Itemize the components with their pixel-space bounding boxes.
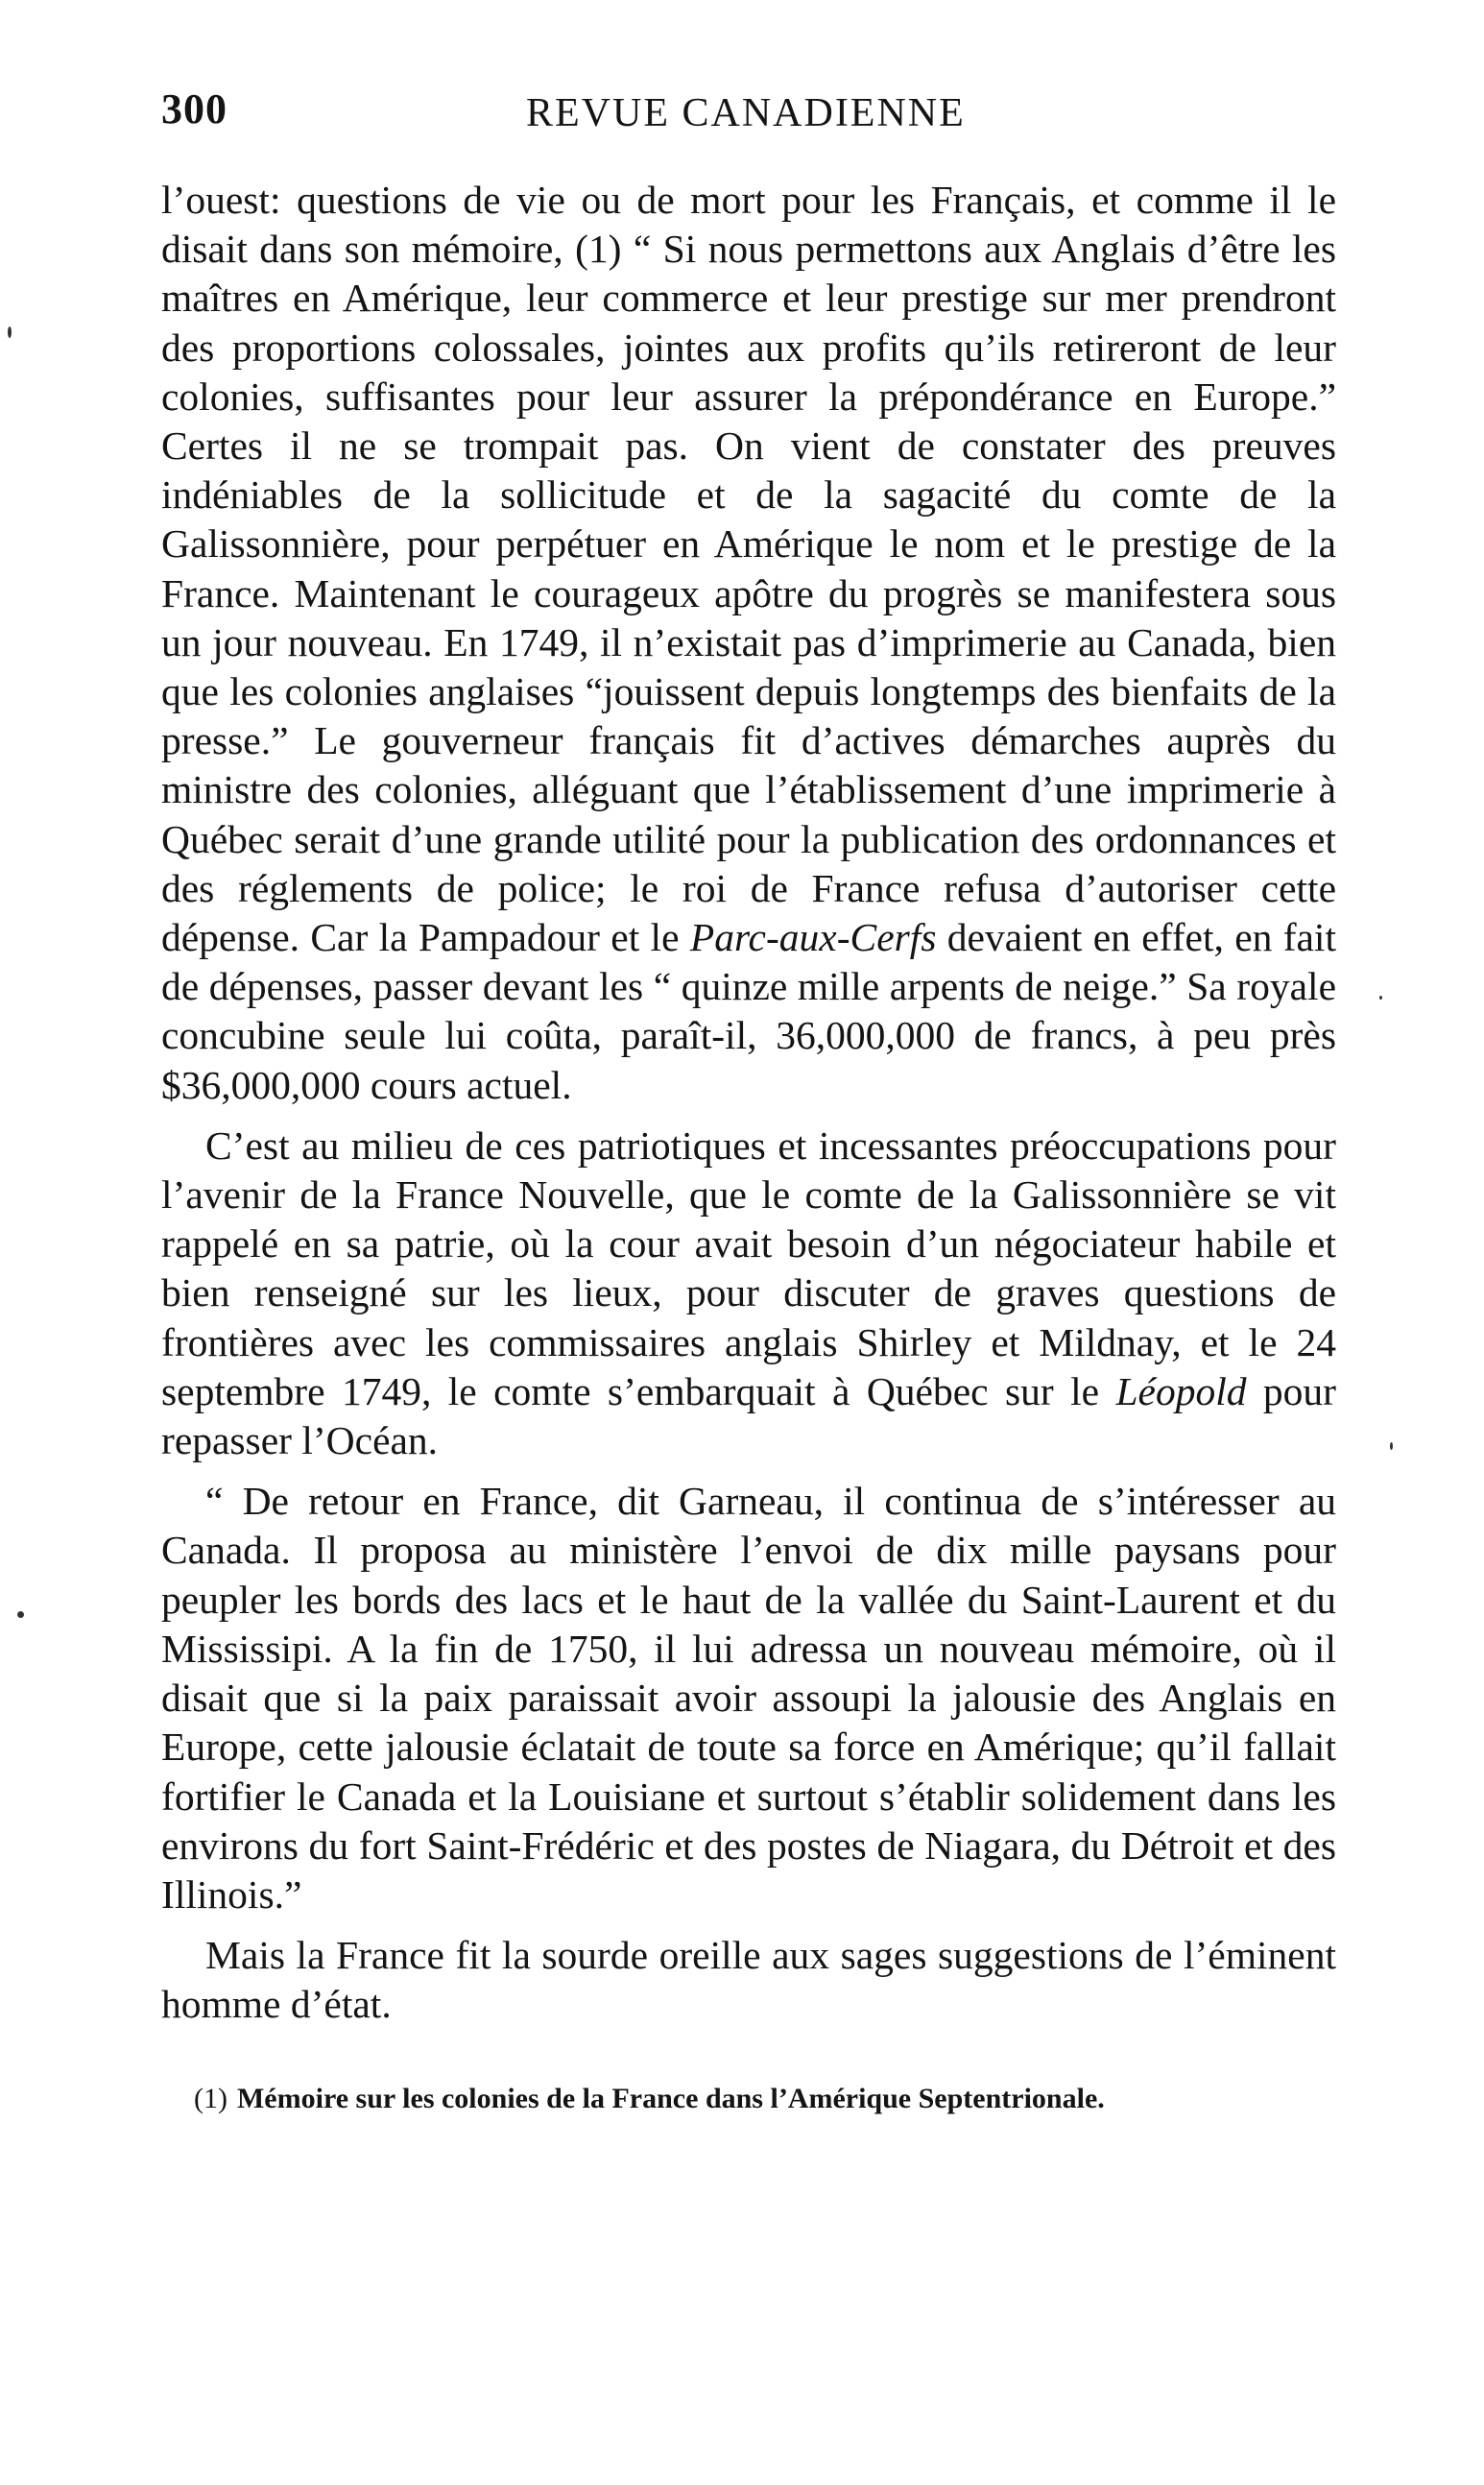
paragraph-2-text-b: pour repasser l’Océan. [161,1368,1336,1463]
paragraph-2-italic: Léopold [1115,1368,1247,1413]
footnote [194,2080,1336,2118]
footnote-text: Mémoire sur les colonies de la France dans l’Amérique Septentrionale. [236,2083,1105,2114]
body-text [161,176,1336,2030]
paragraph-1 [161,176,1336,1110]
paragraph-4: Mais la France fit la sourde oreille aux sages suggestions de l’éminent homme d’état. [161,1933,1336,2027]
paragraph-1-text-b: devaient en effet, en fait de dépenses, passer devant les “ quinze mille arpents de neige.” Sa royale concubine seule lui coûta, paraît-il, 36,000,000 de francs, à peu près $36,000,000 cours actuel. [161,915,1336,1107]
scan-speck [17,1611,24,1618]
paragraph-2 [161,1122,1336,1465]
page-header [161,84,1336,152]
paragraph-2-text-a: C’est au milieu de ces patriotiques et incessantes préoccupations pour l’avenir de la France Nouvelle, que le comte de la Galissonnière se vit rappelé en sa patrie, où la cour avait besoin d’un négociateur habile et bien renseigné sur les lieux, pour discuter de graves questions de frontières avec les commissaires anglais Shirley et Mildnay, et le 24 septembre 1749, le comte s’embarquait à Québec sur le [161,1122,1336,1413]
scan-speck [1390,1442,1393,1450]
paragraph-1-italic: Parc-aux-Cerfs [689,915,937,960]
running-title: REVUE CANADIENNE [526,91,966,135]
scan-speck [8,326,12,338]
scan-speck [1379,996,1382,1000]
footnote-marker: (1) [194,2083,227,2114]
page-number: 300 [161,85,227,133]
paragraph-1-text-a: l’ouest: questions de vie ou de mort pour les Français, et comme il le disait dans son mémoire, (1) “ Si nous permettons aux Anglais d’être les maîtres en Amérique, leur commerce et leur prestige sur mer prendront des proportions colossales, jointes aux profits qu’ils retireront de leur colonies, suffisantes pour leur assurer la prépondérance en Europe.” Certes il ne se trompait pas. On vient de constater des preuves indéniables de la sollicitude et de la sagacité du comte de la Galissonnière, pour perpétuer en Amérique le nom et le prestige de la France. Maintenant le courageux apôtre du progrès se manifestera sous un jour nouveau. En 1749, il n’existait pas d’imprimerie au Canada, bien que les colonies anglaises “jouissent depuis longtemps des bienfaits de la presse.” Le gouverneur français fit d’actives démarches auprès du ministre des colonies, alléguant que l’établissement d’une imprimerie à Québec serait d’une grande utilité pour la publication des ordonnances et des réglements de police; le roi de France refusa d’autoriser cette dépense. Car la Pampadour et le [161,178,1336,960]
paragraph-3: “ De retour en France, dit Garneau, il continua de s’intéresser au Canada. Il proposa au ministère l’envoi de dix mille paysans pour peupler les bords des lacs et le haut de la vallée du Saint-Laurent et du Mississipi. A la fin de 1750, il lui adressa un nouveau mémoire, où il disait que si la paix paraissait avoir assoupi la jalousie des Anglais en Europe, cette jalousie éclatait de toute sa force en Amérique; qu’il fallait fortifier le Canada et la Louisiane et surtout s’établir solidement dans les environs du fort Saint-Frédéric et des postes de Niagara, du Détroit et des Illinois.” [161,1479,1336,1917]
